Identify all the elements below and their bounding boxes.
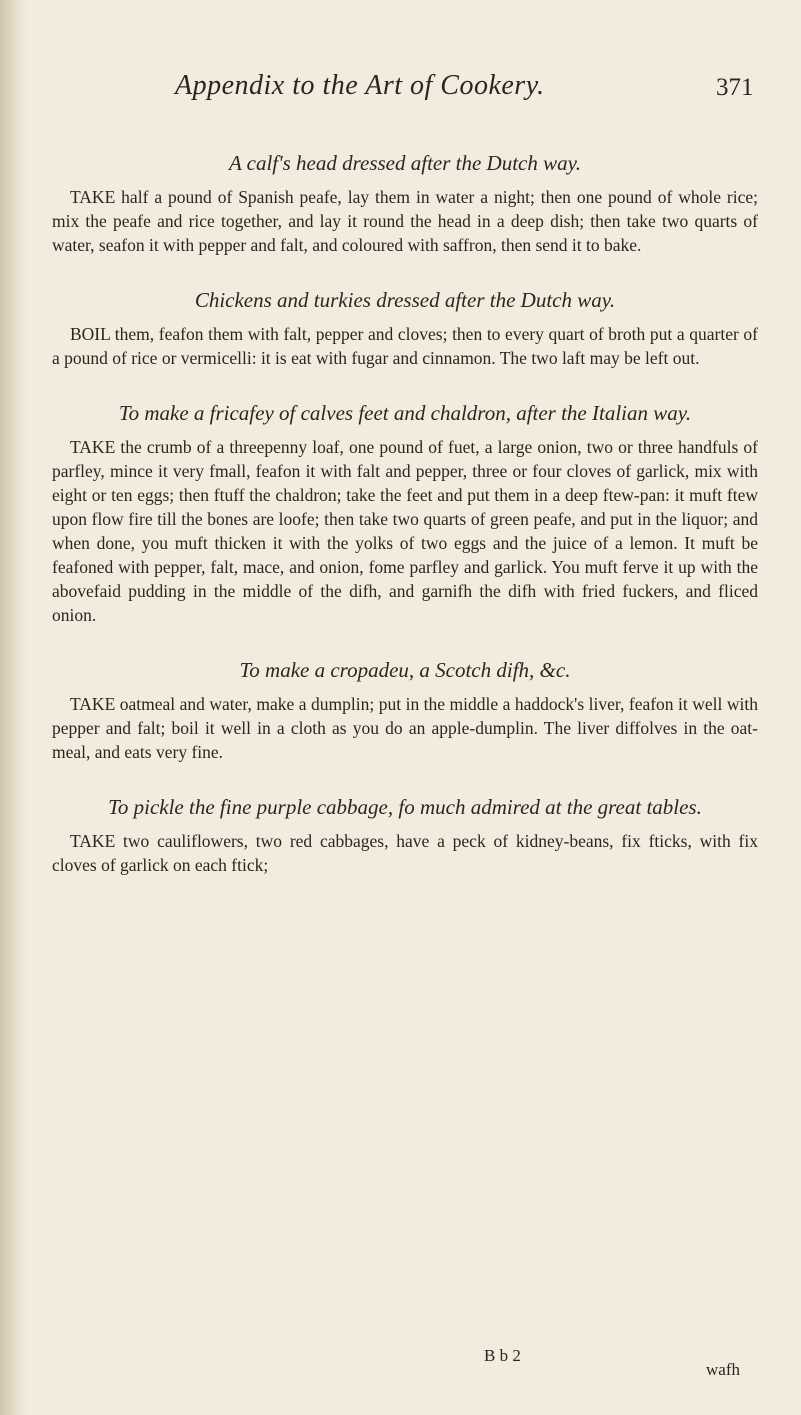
recipe-chickens-turkies xyxy=(52,287,758,370)
recipe-title: To pickle the fine purple cabbage, fo much admired at the great tables. xyxy=(108,795,702,819)
page-content xyxy=(52,150,758,907)
recipe-cropadeu xyxy=(52,657,758,764)
recipe-body: TAKE two cauliflowers, two red cabbages, have a peck of kidney-beans, fix fticks, with fix cloves of garlick on each ftick; xyxy=(52,831,758,875)
recipe-title: A calf's head dressed after the Dutch way. xyxy=(228,151,582,175)
recipe-title: To make a cropadeu, a Scotch difh, &c. xyxy=(239,658,571,682)
recipe-body: TAKE oatmeal and water, make a dumplin; put in the middle a haddock's liver, feafon it well with pepper and falt; boil it well in a cloth as you do an apple-dumplin. The liver diffolves in the oat-meal, and eats very fine. xyxy=(52,694,758,762)
page-footer xyxy=(0,1346,801,1379)
recipe-title: To make a fricafey of calves feet and chaldron, after the Italian way. xyxy=(118,401,692,425)
recipe-calfs-head xyxy=(52,150,758,257)
running-head: Appendix to the Art of Cookery. xyxy=(175,70,545,101)
catchword: wafh xyxy=(706,1360,740,1379)
recipe-body: BOIL them, feafon them with falt, pepper and cloves; then to every quart of broth put a quarter of a pound of rice or vermicelli: it is eat with fugar and cinnamon. The two laft may be left out. xyxy=(52,324,758,368)
recipe-title: Chickens and turkies dressed after the Dutch way. xyxy=(194,288,616,312)
signature-mark: B b 2 xyxy=(484,1346,521,1365)
page-number: 371 xyxy=(716,74,754,101)
recipe-fricafey-calves-feet xyxy=(52,400,758,627)
recipe-body: TAKE the crumb of a threepenny loaf, one pound of fuet, a large onion, two or three handfuls of parfley, mince it very fmall, feafon it with falt and pepper, three or four cloves of garlick, mix with eight or ten eggs; then ftuff the chaldron; take the feet and put them in a deep ftew-pan: it muft ftew upon flow fire till the bones are loofe; then take two quarts of green peafe, and put in the liquor; and when done, you muft thicken it with the yolks of two eggs and the juice of a lemon. It muft be feafoned with pepper, falt, mace, and onion, fome parfley and garlick. You muft ferve it up with the abovefaid pudding in the middle of the difh, and garnifh the difh with fried fuckers, and fliced onion. xyxy=(52,437,758,625)
recipe-body: TAKE half a pound of Spanish peafe, lay them in water a night; then one pound of whole rice; mix the peafe and rice together, and lay it round the head in a deep dish; then take two quarts of water, seafon it with pepper and falt, and coloured with saffron, then send it to bake. xyxy=(52,187,758,255)
page-gutter xyxy=(0,0,26,1415)
recipe-pickle-purple-cabbage xyxy=(52,794,758,877)
